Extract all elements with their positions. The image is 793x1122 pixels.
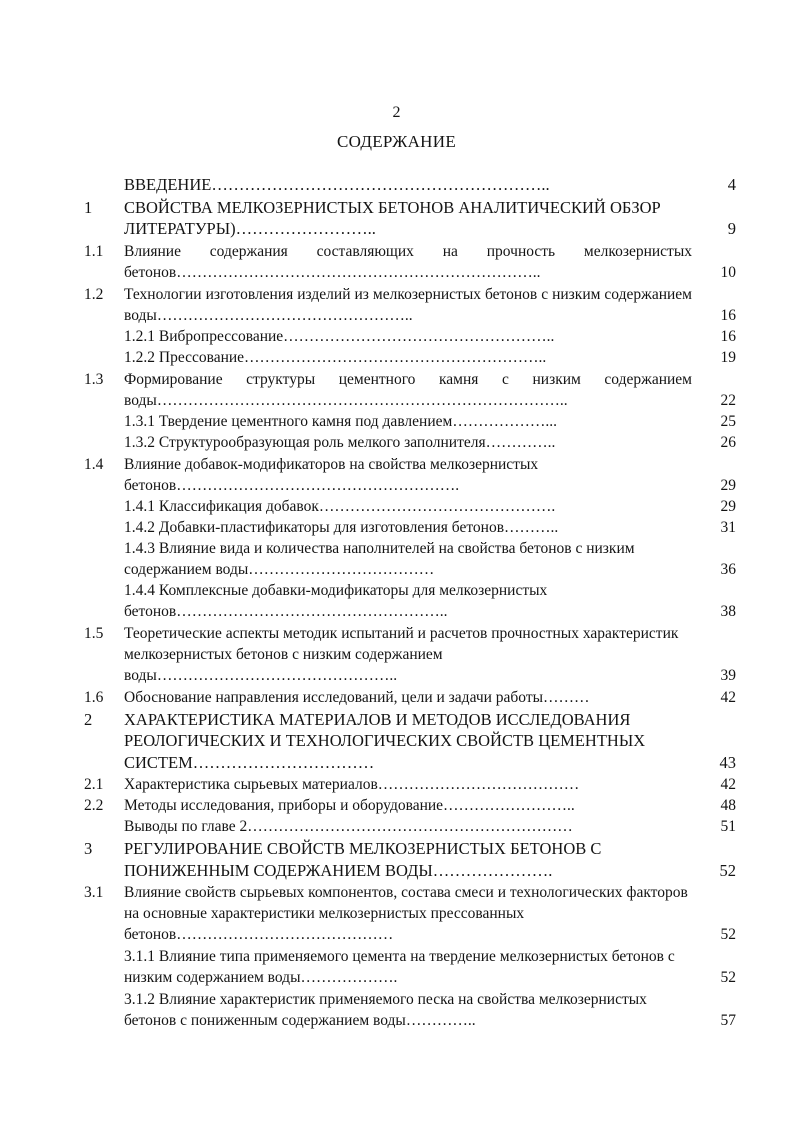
toc-entry-page: 31 <box>720 518 736 536</box>
toc-entry-page: 42 <box>720 776 736 793</box>
toc-entry-title: РЕГУЛИРОВАНИЕ СВОЙСТВ МЕЛКОЗЕРНИСТЫХ БЕТОНОВ С ПОНИЖЕННЫМ СОДЕРЖАНИЕМ ВОДЫ…………………. <box>124 839 602 880</box>
toc-entry-page: 52 <box>720 926 736 943</box>
toc-entry-page: 16 <box>720 327 736 345</box>
toc-entry-page: 4 <box>727 175 736 194</box>
toc-entry-title: Влияние добавок-модификаторов на свойства мелкозернистых бетонов………………………………………………. <box>124 455 539 494</box>
toc-entry-page: 16 <box>720 306 736 324</box>
toc-entry-number: 2.1 <box>84 776 104 793</box>
page-number: 2 <box>392 104 401 121</box>
toc-entry-number: 1.5 <box>84 624 104 642</box>
toc-entry-page: 26 <box>720 433 736 451</box>
toc-entry-number: 2 <box>84 709 93 729</box>
toc-entry-page: 57 <box>720 1012 736 1029</box>
toc-entry-number: 1.6 <box>84 688 104 706</box>
toc-entry <box>84 496 736 517</box>
toc-entry-number: 1 <box>84 197 93 217</box>
toc-entry-page: 36 <box>720 560 736 578</box>
toc-entry <box>84 517 736 538</box>
toc-entry-title: Характеристика сырьевых материалов………………………………… <box>124 776 580 793</box>
toc-entry <box>84 989 736 1031</box>
toc-entry-title: Влияние свойств сырьевых компонентов, состава смеси и технологических факторов на основные характеристики мелкозернистых прессованных бетонов…………………………………… <box>124 884 688 943</box>
toc-entry-title: 1.4.4 Комплексные добавки-модификаторы для мелкозернистых бетонов…………………………………………….. <box>124 581 548 620</box>
toc-entry-number: 3 <box>84 839 93 858</box>
toc-entry-page: 22 <box>720 391 736 409</box>
toc-entry-title: Влияние содержания составляющих на прочность мелкозернистых бетонов…………………………………………………………….. <box>124 242 692 281</box>
toc-entry-title: Формирование структуры цементного камня с низким содержанием воды…………………………………………………………………….. <box>124 370 692 409</box>
toc-entry <box>84 838 736 881</box>
toc-entry-page: 52 <box>719 860 736 880</box>
toc-entry <box>84 174 736 196</box>
toc-entry-title: СВОЙСТВА МЕЛКОЗЕРНИСТЫХ БЕТОНОВ АНАЛИТИЧЕСКИЙ ОБЗОР ЛИТЕРАТУРЫ)…………………….. <box>124 197 661 238</box>
toc-entry-page: 38 <box>720 602 736 620</box>
toc-entry-number: 1.4 <box>84 455 104 473</box>
toc-entry-title: 3.1.1 Влияние типа применяемого цемента на твердение мелкозернистых бетонов с низким содержанием воды………………. <box>124 948 675 986</box>
toc-entry <box>84 454 736 496</box>
toc-entry-page: 39 <box>720 666 736 684</box>
toc-entry <box>84 816 736 837</box>
toc-entry <box>84 774 736 795</box>
toc-entry <box>84 709 736 774</box>
page-title: СОДЕРЖАНИЕ <box>336 132 457 151</box>
toc-entry-page: 9 <box>727 219 736 238</box>
toc-entry-number: 1.3 <box>84 370 104 388</box>
toc-entry-title: 1.2.1 Вибропрессование…………………………………………….. <box>124 327 555 345</box>
toc-entry <box>84 197 736 240</box>
toc-entry-page: 52 <box>720 969 736 986</box>
toc-entry-title: Методы исследования, приборы и оборудование…………………….. <box>124 797 575 814</box>
toc-entry-title: 1.4.1 Классификация добавок………………………………………. <box>124 497 556 515</box>
toc-entry-title: 1.4.3 Влияние вида и количества наполнителей на свойства бетонов с низким содержанием воды……………………………… <box>124 539 635 578</box>
toc-entry-number: 3.1 <box>84 884 104 901</box>
toc-entry-page: 43 <box>719 752 736 772</box>
toc-entry-title: 1.3.2 Структурообразующая роль мелкого заполнителя………….. <box>124 433 556 451</box>
toc-entry-title: ХАРАКТЕРИСТИКА МАТЕРИАЛОВ И МЕТОДОВ ИССЛЕДОВАНИЯ РЕОЛОГИЧЕСКИХ И ТЕХНОЛОГИЧЕСКИХ СВОЙСТВ ЦЕМЕНТНЫХ СИСТЕМ…………………………… <box>124 709 646 772</box>
toc-entry <box>84 411 736 432</box>
toc-entry-page: 42 <box>720 688 736 706</box>
toc-entry-title: 3.1.2 Влияние характеристик применяемого песка на свойства мелкозернистых бетонов с пониженным содержанием воды………….. <box>124 991 647 1029</box>
toc-entry-title: Технологии изготовления изделий из мелкозернистых бетонов с низким содержанием воды………………………………………….. <box>124 285 692 324</box>
toc-entry-page: 51 <box>720 818 736 835</box>
toc-entry <box>84 538 736 580</box>
toc-entry <box>84 687 736 708</box>
toc-entry <box>84 326 736 347</box>
toc-entry-page: 25 <box>720 412 736 430</box>
toc-entry <box>84 347 736 368</box>
toc-entry <box>84 432 736 453</box>
toc-entry-title: Обоснование направления исследований, цели и задачи работы……… <box>124 688 590 706</box>
toc-entry-title: 1.2.2 Прессование………………………………………………….. <box>124 348 547 366</box>
toc-entry-number: 1.1 <box>84 242 104 260</box>
toc-entry-page: 29 <box>720 476 736 494</box>
toc-entry <box>84 946 736 988</box>
toc-entry <box>84 369 736 411</box>
toc-entry-page: 19 <box>720 348 736 366</box>
toc-entry-title: 1.4.2 Добавки-пластификаторы для изготовления бетонов……….. <box>124 518 559 536</box>
toc-entry-title: ВВЕДЕНИЕ…………………………………………………….. <box>124 175 550 194</box>
table-of-contents <box>84 174 736 1031</box>
toc-entry-title: Выводы по главе 2……………………………………………………… <box>124 818 573 835</box>
toc-entry <box>84 623 736 686</box>
toc-entry-number: 2.2 <box>84 797 104 814</box>
toc-entry-page: 29 <box>720 497 736 515</box>
toc-entry <box>84 882 736 945</box>
toc-entry <box>84 241 736 283</box>
toc-entry <box>84 580 736 622</box>
toc-entry-page: 48 <box>720 797 736 814</box>
toc-entry-title: Теоретические аспекты методик испытаний и расчетов прочностных характеристик мелкозернистых бетонов с низким содержанием воды……………………………………….. <box>124 624 679 684</box>
toc-entry-number: 1.2 <box>84 285 104 303</box>
toc-entry-page: 10 <box>720 263 736 281</box>
toc-entry <box>84 284 736 326</box>
toc-entry-title: 1.3.1 Твердение цементного камня под давлением………………... <box>124 412 557 430</box>
toc-entry <box>84 795 736 816</box>
